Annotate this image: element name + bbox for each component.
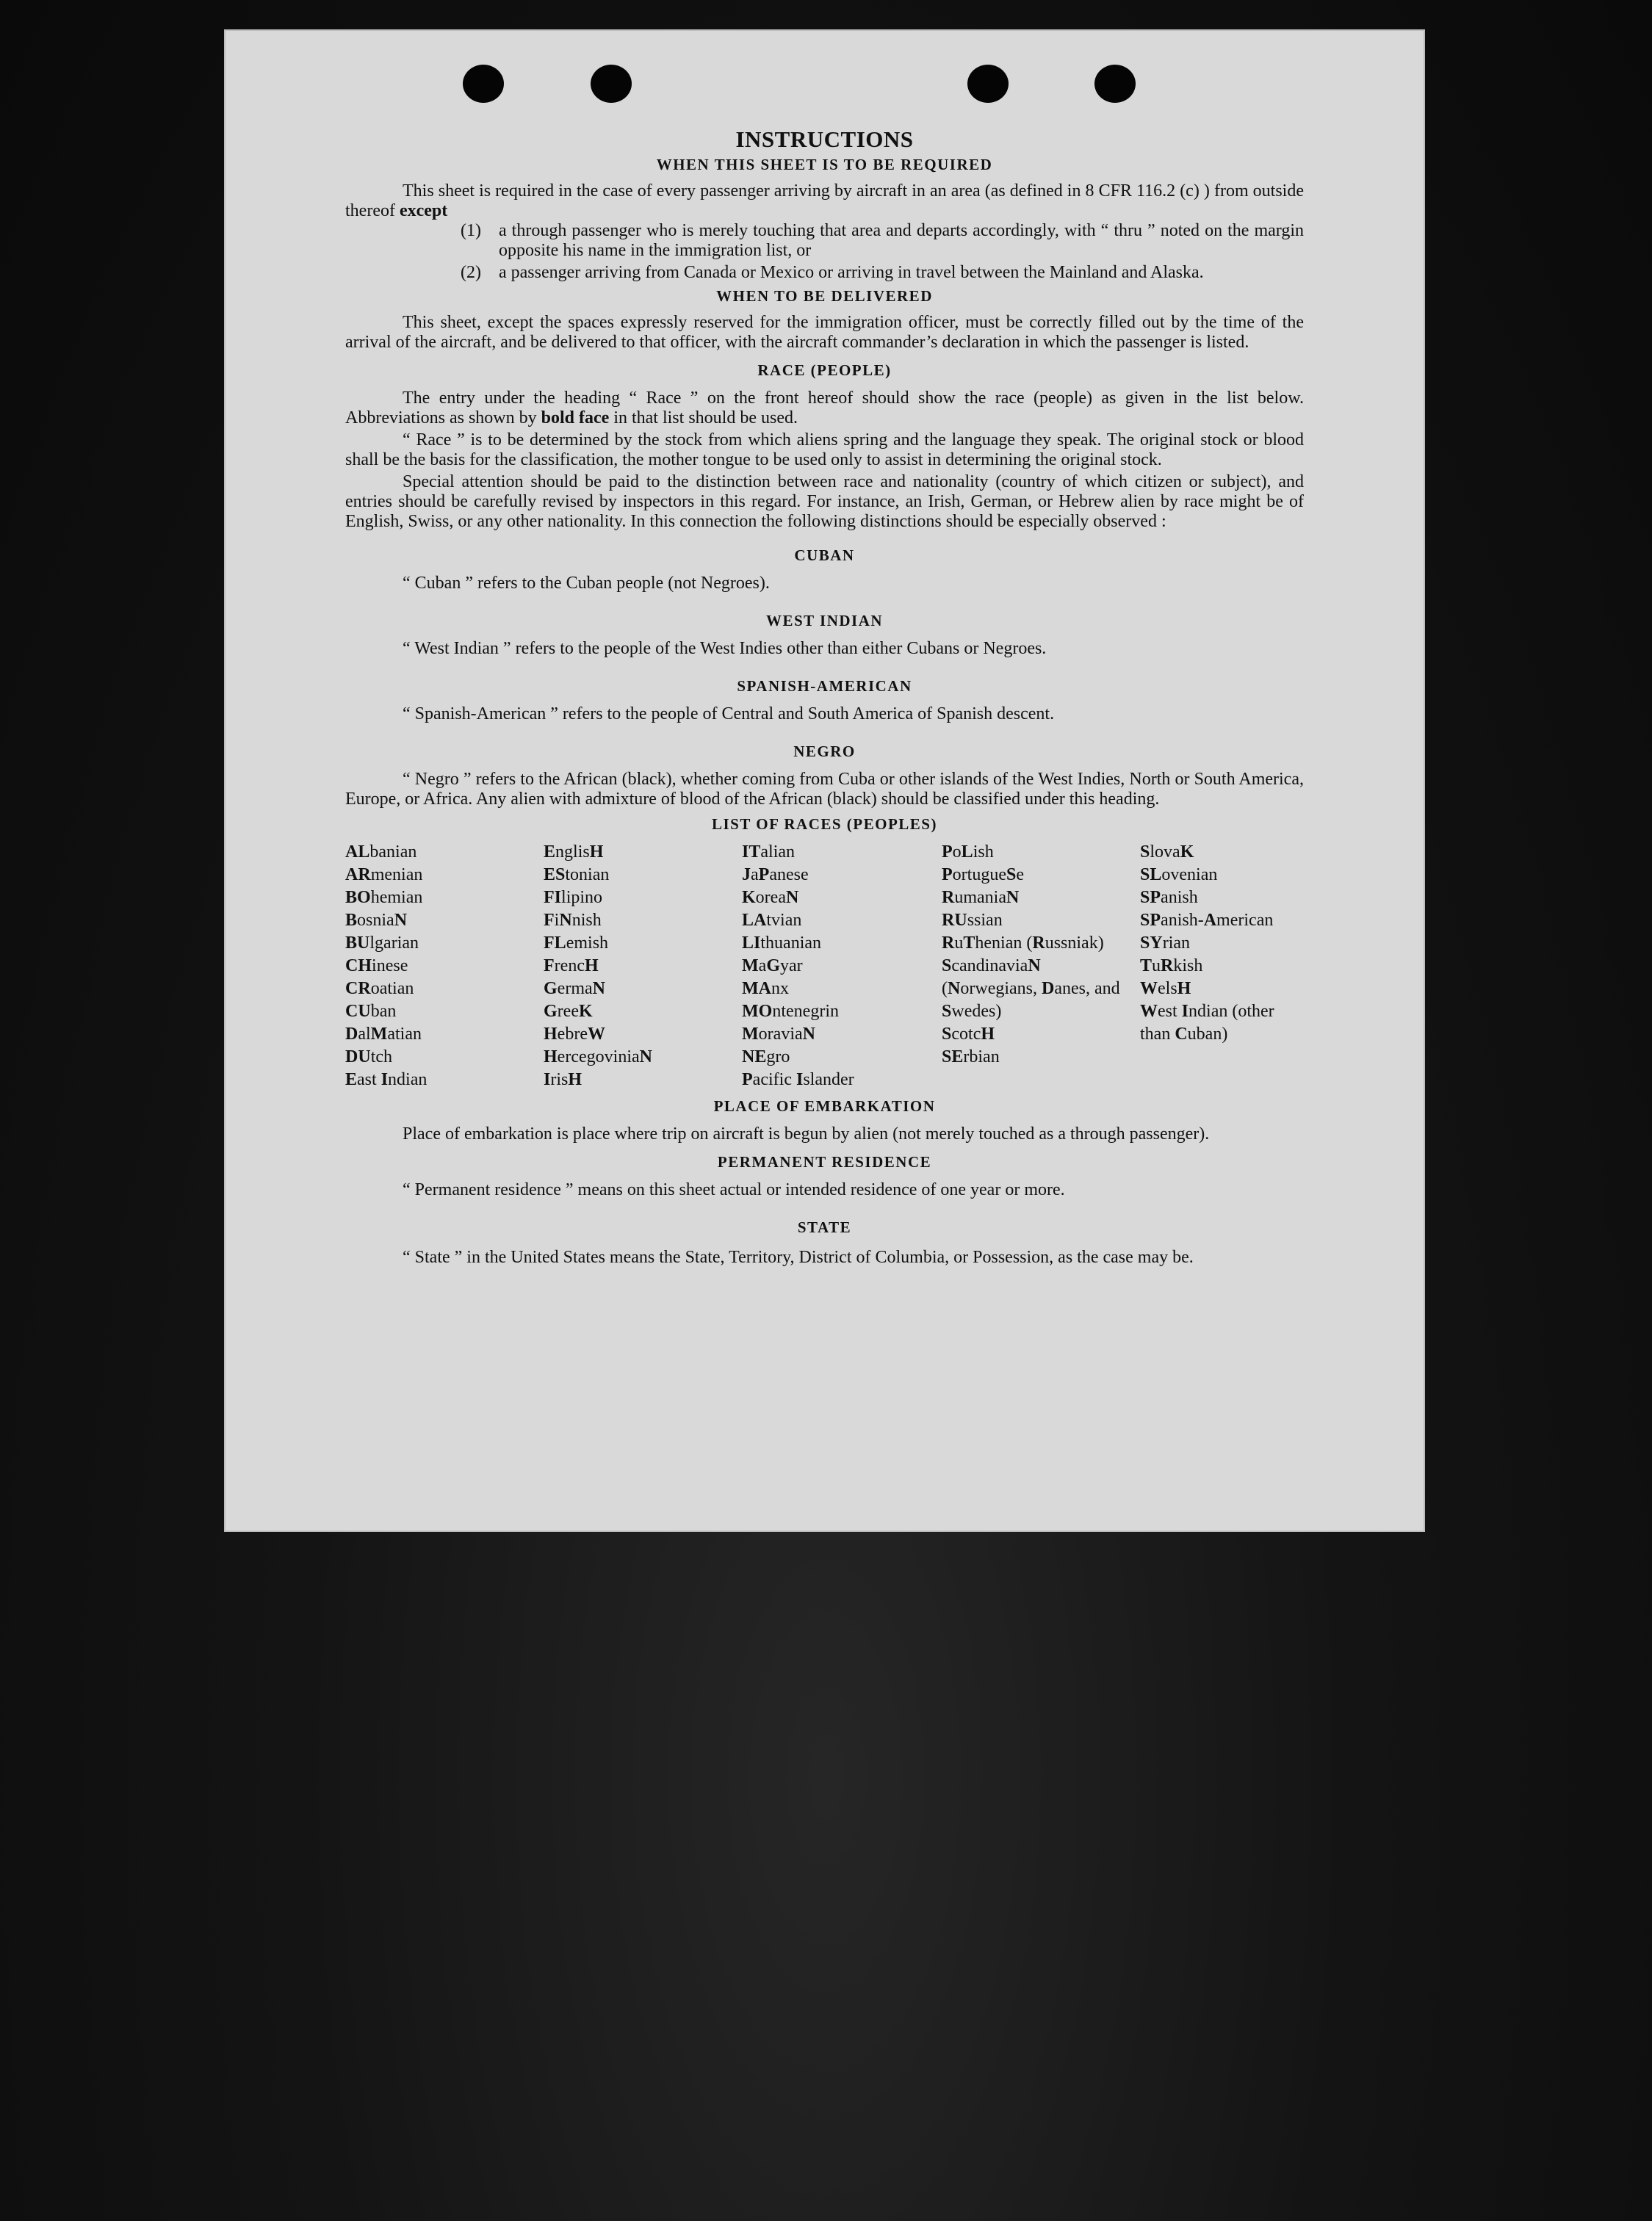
instruction-sheet bbox=[224, 29, 1425, 1532]
race-entry: CUban bbox=[345, 1002, 397, 1021]
race-entry: MOntenegrin bbox=[742, 1002, 839, 1021]
race-entry: West Indian (other than Cuban) bbox=[1140, 1002, 1274, 1044]
heading-permanent-residence: PERMANENT RESIDENCE bbox=[717, 1153, 932, 1171]
heading-when-delivered: WHEN TO BE DELIVERED bbox=[716, 287, 933, 305]
race-entry: FiNnish bbox=[544, 911, 602, 930]
race-entry: FIlipino bbox=[544, 888, 603, 907]
race-entry: Pacific Islander bbox=[742, 1070, 854, 1089]
list-item: (1) a through passenger who is merely touching that area and departs accordingly, with “ thru ” noted on the margin opposite his name in the immigration list, or bbox=[461, 221, 1304, 260]
punch-hole-2 bbox=[591, 65, 632, 103]
races-column-1 bbox=[345, 841, 544, 1091]
when-delivered-text: This sheet, except the spaces expressly reserved for the immigration officer, must be correctly filled out by the time of the arrival of the aircraft, and be delivered to that officer, with the aircraft commander’s declaration in which the passenger is listed. bbox=[345, 313, 1304, 352]
race-paragraph-2: “ Race ” is to be determined by the stock from which aliens spring and the language they speak. The original stock or blood shall be the basis for the classification, the mother tongue to be used only to assist in determining the original stock. bbox=[345, 430, 1304, 469]
heading-spanish-american: SPANISH-AMERICAN bbox=[737, 677, 912, 695]
races-list bbox=[345, 841, 1304, 1091]
race-entry: HebreW bbox=[544, 1025, 605, 1044]
heading-cuban: CUBAN bbox=[794, 546, 855, 564]
race-entry: EStonian bbox=[544, 865, 610, 884]
race-entry: LIthuanian bbox=[742, 933, 822, 953]
race-entry: CHinese bbox=[345, 956, 408, 975]
page-title: INSTRUCTIONS bbox=[735, 126, 914, 152]
race-entry: DUtch bbox=[345, 1047, 393, 1066]
west-indian-text: “ West Indian ” refers to the people of the West Indies other than either Cubans or Negroes. bbox=[403, 639, 1047, 658]
race-entry: FLemish bbox=[544, 933, 609, 953]
heading-negro: NEGRO bbox=[793, 743, 856, 760]
race-entry: BOhemian bbox=[345, 888, 423, 907]
race-entry: SYrian bbox=[1140, 933, 1191, 953]
cuban-text: “ Cuban ” refers to the Cuban people (not Negroes). bbox=[403, 574, 770, 593]
race-entry: SErbian bbox=[942, 1047, 1000, 1066]
heading-embarkation: PLACE OF EMBARKATION bbox=[713, 1097, 936, 1115]
punch-hole-3 bbox=[967, 65, 1009, 103]
race-entry: GreeK bbox=[544, 1002, 593, 1021]
punch-hole-4 bbox=[1094, 65, 1136, 103]
document-body bbox=[345, 126, 1304, 1269]
race-paragraph-1: The entry under the heading “ Race ” on the front hereof should show the race (people) as given in the list below. Abbreviations as shown by bold face in that list should be used. bbox=[345, 389, 1304, 427]
when-required-intro: This sheet is required in the case of every passenger arriving by aircraft in an area (as defined in 8 CFR 116.2 (c) ) from outside thereof except bbox=[345, 181, 1304, 220]
negro-text: “ Negro ” refers to the African (black), whether coming from Cuba or other islands of the West Indies, North or South America, Europe, or Africa. Any alien with admixture of blood of the African (black) should be classified under this heading. bbox=[345, 770, 1304, 809]
spanish-american-text: “ Spanish-American ” refers to the people of Central and South America of Spanish descent. bbox=[403, 704, 1055, 723]
race-entry: NEgro bbox=[742, 1047, 790, 1066]
list-item: (2) a passenger arriving from Canada or Mexico or arriving in travel between the Mainland and Alaska. bbox=[461, 263, 1204, 282]
race-entry: RumaniaN bbox=[942, 888, 1020, 907]
heading-west-indian: WEST INDIAN bbox=[765, 612, 884, 629]
race-entry: MoraviaN bbox=[742, 1025, 815, 1044]
race-paragraph-3: Special attention should be paid to the distinction between race and nationality (country of which citizen or subject), and entries should be carefully revised by inspectors in this regard. For instance, an Irish, German, or Hebrew alien by race might be of English, Swiss, or any other nationality. In this connection the following distinctions should be especially observed : bbox=[345, 472, 1304, 531]
race-entry: WelsH bbox=[1140, 979, 1191, 998]
race-entry: RuThenian (Russniak) bbox=[942, 933, 1104, 953]
race-entry: SLovenian bbox=[1140, 865, 1218, 884]
embarkation-text: Place of embarkation is place where trip on aircraft is begun by alien (not merely touched as a through passenger). bbox=[403, 1124, 1210, 1144]
race-entry: ARmenian bbox=[345, 865, 423, 884]
race-entry: ALbanian bbox=[345, 842, 417, 862]
residence-text: “ Permanent residence ” means on this sheet actual or intended residence of one year or more. bbox=[403, 1180, 1065, 1199]
races-column-5 bbox=[1140, 841, 1305, 1091]
race-entry: HercegoviniaN bbox=[544, 1047, 652, 1066]
race-entry: JaPanese bbox=[742, 865, 809, 884]
races-column-4 bbox=[942, 841, 1140, 1091]
race-entry: SlovaK bbox=[1140, 842, 1194, 862]
races-column-3 bbox=[742, 841, 942, 1091]
race-entry: LAtvian bbox=[742, 911, 802, 930]
heading-state: STATE bbox=[797, 1218, 852, 1236]
race-entry: MAnx bbox=[742, 979, 789, 998]
heading-race: RACE (PEOPLE) bbox=[757, 361, 892, 379]
heading-list-of-races: LIST OF RACES (PEOPLES) bbox=[712, 815, 937, 833]
races-column-2 bbox=[544, 841, 742, 1091]
race-entry: PoLish bbox=[942, 842, 994, 862]
heading-when-required: WHEN THIS SHEET IS TO BE REQUIRED bbox=[656, 156, 993, 173]
race-entry: IrisH bbox=[544, 1070, 582, 1089]
race-entry: PortugueSe bbox=[942, 865, 1025, 884]
race-entry: DalMatian bbox=[345, 1025, 422, 1044]
race-entry: KoreaN bbox=[742, 888, 799, 907]
race-entry: RUssian bbox=[942, 911, 1003, 930]
race-entry: ScotcH bbox=[942, 1025, 995, 1044]
race-entry: SPanish bbox=[1140, 888, 1198, 907]
race-entry: FrencH bbox=[544, 956, 599, 975]
race-entry: ITalian bbox=[742, 842, 796, 862]
race-entry: East Indian bbox=[345, 1070, 428, 1089]
race-entry: BUlgarian bbox=[345, 933, 419, 953]
race-entry: CRoatian bbox=[345, 979, 414, 998]
state-text: “ State ” in the United States means the State, Territory, District of Columbia, or Possession, as the case may be. bbox=[403, 1248, 1194, 1267]
race-entry: BosniaN bbox=[345, 911, 408, 930]
race-entry: MaGyar bbox=[742, 956, 803, 975]
punch-hole-1 bbox=[463, 65, 504, 103]
race-entry: GermaN bbox=[544, 979, 605, 998]
race-entry: ScandinaviaN (Norwegians, Danes, and Swedes) bbox=[942, 956, 1120, 1021]
race-entry: EnglisH bbox=[544, 842, 604, 862]
race-entry: SPanish-American bbox=[1140, 911, 1274, 930]
race-entry: TuRkish bbox=[1140, 956, 1203, 975]
